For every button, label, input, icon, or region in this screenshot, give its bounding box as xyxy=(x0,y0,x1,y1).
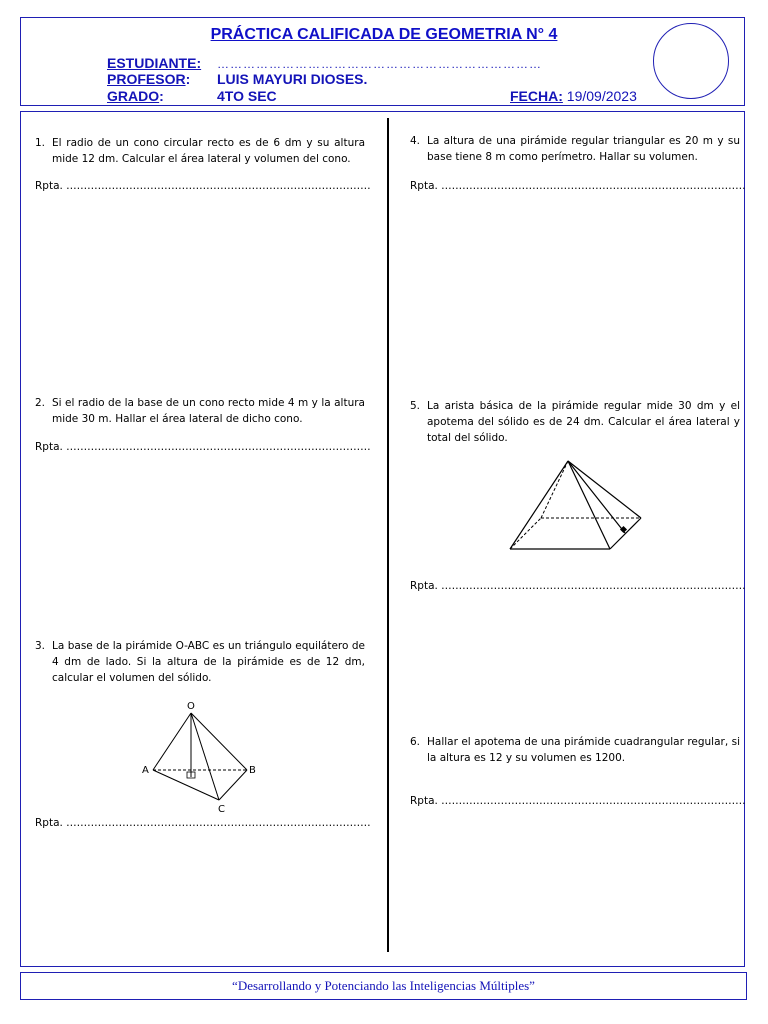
edge-ob xyxy=(191,713,247,770)
base-left-hidden xyxy=(510,518,541,549)
grade-row xyxy=(107,88,164,104)
grade-colon: : xyxy=(159,88,164,104)
teacher-row xyxy=(107,71,190,87)
grade-value: 4TO SEC xyxy=(217,88,277,104)
student-label: ESTUDIANTE: xyxy=(107,55,202,71)
question-text: La arista básica de la pirámide regular mide 30 dm y el apotema del sólido es de 24 dm. Calcular el área lateral y total del sólido. xyxy=(427,400,740,444)
edge-oc xyxy=(191,713,219,800)
question-5 xyxy=(410,398,740,446)
vertex-b-label: B xyxy=(249,765,256,776)
edge-bc xyxy=(219,770,247,800)
question-3 xyxy=(35,638,365,686)
apothem-line xyxy=(568,461,625,533)
question-number: 6. xyxy=(410,736,421,748)
vertex-o-label: O xyxy=(187,701,195,712)
page-title: PRÁCTICA CALIFICADA DE GEOMETRIA N° 4 xyxy=(210,26,558,43)
square-pyramid-figure xyxy=(505,455,650,555)
column-divider xyxy=(387,118,389,952)
question-number: 1. xyxy=(35,137,46,149)
teacher-label: PROFESOR xyxy=(107,71,186,87)
question-6 xyxy=(410,734,740,766)
question-1 xyxy=(35,135,365,167)
answer-line-6[interactable]: Rpta. …………………………………………………………………………… xyxy=(410,795,746,807)
grade-circle xyxy=(653,23,729,99)
student-name-blank[interactable]: ………………………………………………………………… xyxy=(217,57,542,71)
date-label: FECHA: xyxy=(510,88,563,104)
question-text: La base de la pirámide O-ABC es un triángulo equilátero de 4 dm de lado. Si la altura de la pirámide es de 12 dm, calcular el volumen del sólido. xyxy=(52,640,365,684)
edge-ac xyxy=(153,770,219,800)
answer-line-5[interactable]: Rpta. …………………………………………………………………………… xyxy=(410,580,746,592)
answer-line-3[interactable]: Rpta. …………………………………………………………………………… xyxy=(35,817,371,829)
pyramid-oabc-figure xyxy=(135,697,265,817)
question-4 xyxy=(410,133,740,165)
teacher-name: LUIS MAYURI DIOSES. xyxy=(217,71,368,87)
date-value: 19/09/2023 xyxy=(566,88,637,104)
question-text: Si el radio de la base de un cono recto mide 4 m y la altura mide 30 m. Hallar el área lateral de dicho cono. xyxy=(52,397,365,425)
lateral-edge-3 xyxy=(568,461,641,518)
question-text: Hallar el apotema de una pirámide cuadrangular regular, si la altura es 12 y su volumen es 1200. xyxy=(427,736,740,764)
grade-label: GRADO xyxy=(107,88,160,104)
question-number: 4. xyxy=(410,135,421,147)
question-text: El radio de un cono circular recto es de 6 dm y su altura mide 12 dm. Calcular el área lateral y volumen del cono. xyxy=(52,137,365,165)
date-row xyxy=(510,88,637,104)
question-text: La altura de una pirámide regular triangular es 20 m y su base tiene 8 m como perímetro. Hallar su volumen. xyxy=(427,135,740,163)
question-number: 2. xyxy=(35,397,46,409)
answer-line-4[interactable]: Rpta. …………………………………………………………………………… xyxy=(410,180,746,192)
answer-line-1[interactable]: Rpta. …………………………………………………………………………… xyxy=(35,180,371,192)
lateral-edge-hidden xyxy=(541,461,568,518)
question-number: 5. xyxy=(410,400,421,412)
question-2 xyxy=(35,395,365,427)
edge-oa xyxy=(153,713,191,770)
base-right-edge xyxy=(610,518,641,549)
lateral-edge-2 xyxy=(568,461,610,549)
vertex-c-label: C xyxy=(218,804,225,815)
lateral-edge-1 xyxy=(510,461,568,549)
question-number: 3. xyxy=(35,640,46,652)
footer-motto: “Desarrollando y Potenciando las Inteligencias Múltiples” xyxy=(232,978,535,993)
answer-line-2[interactable]: Rpta. …………………………………………………………………………… xyxy=(35,441,371,453)
teacher-colon: : xyxy=(185,71,191,87)
vertex-a-label: A xyxy=(142,765,149,776)
